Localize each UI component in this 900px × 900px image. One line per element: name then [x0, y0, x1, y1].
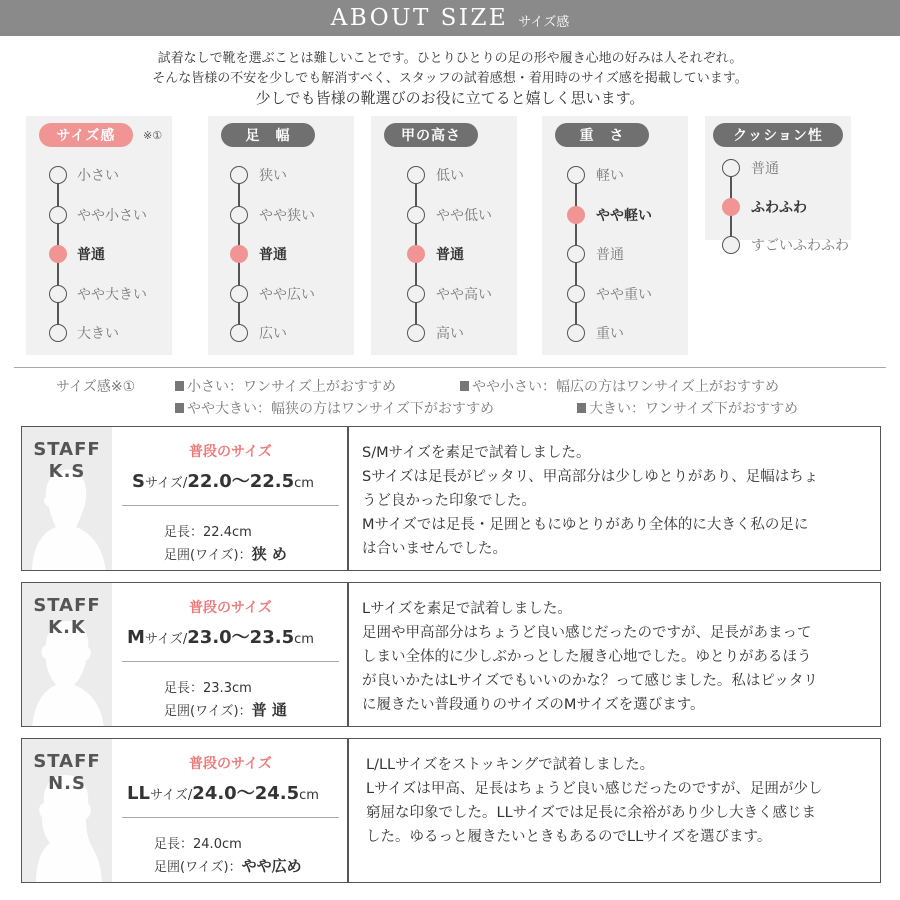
- legend-item: 小さい：ワンサイズ上がおすすめ: [175, 376, 396, 396]
- scale-dot: [567, 166, 585, 184]
- scale-option-label: 普通: [77, 247, 105, 263]
- comment-line: L/LLサイズをストッキングで試着しました。: [366, 757, 655, 773]
- scale-option-label: やや高い: [436, 286, 492, 303]
- staff-card-ns: [21, 738, 881, 883]
- scale-dot: [49, 285, 67, 303]
- usual-size-value: Mサイズ/23.0〜23.5cm: [127, 627, 314, 648]
- scale-option-label: 普通: [436, 247, 464, 263]
- staff-comment: [366, 753, 876, 849]
- scale-dot-selected: [49, 245, 67, 263]
- scale-option-label: ふわふわ: [751, 199, 807, 216]
- usual-size-divider: [122, 817, 339, 818]
- scale-dot: [230, 324, 248, 342]
- scale-dot: [230, 206, 248, 224]
- intro-line-3: 少しでも皆様の靴選びのお役に立てると嬉しく思います。: [255, 89, 645, 107]
- scale-option-label: 低い: [436, 168, 464, 184]
- scale-dot-selected: [230, 245, 248, 263]
- scale-dot: [722, 236, 740, 254]
- scale-dot: [49, 206, 67, 224]
- scale-panel-cushion: [705, 116, 851, 254]
- staff-portrait: [22, 427, 112, 570]
- scale-option-label: やや重い: [596, 286, 652, 303]
- scale-dot: [722, 159, 740, 177]
- scale-panel-instep-height: [371, 116, 517, 355]
- usual-size-label: 普段のサイズ: [189, 444, 272, 460]
- legend-item: 大きい：ワンサイズ下がおすすめ: [577, 398, 798, 418]
- scale-option-label: やや狭い: [259, 207, 315, 224]
- scale-option-label: やや小さい: [77, 207, 147, 224]
- comment-line: 窮屈な印象でした。LLサイズでは足長に余裕があり少し大きく感じま: [366, 805, 816, 821]
- scale-dot: [407, 285, 425, 303]
- scale-option-label: 普通: [596, 247, 624, 263]
- comment-line: Lサイズを素足で試着しました。: [362, 601, 572, 617]
- foot-width: 足囲(ワイズ)：やや広め: [154, 857, 302, 875]
- foot-length: 足長：23.3cm: [164, 681, 252, 696]
- comment-line: うど良かった印象でした。: [362, 493, 536, 509]
- staff-comment: [362, 441, 872, 561]
- column-divider: [347, 739, 349, 882]
- page-title: ABOUT SIZE: [330, 5, 509, 31]
- usual-size-block: [114, 583, 347, 726]
- scale-dot: [407, 166, 425, 184]
- comment-line: が良いかたはLサイズでもいいのかな？って感じました。私はピッタリ: [362, 673, 818, 689]
- scale-dot: [567, 245, 585, 263]
- scale-option-label: 普通: [259, 247, 287, 263]
- scale-dot: [567, 324, 585, 342]
- staff-name: STAFF K.K: [33, 595, 101, 638]
- scale-dot: [49, 324, 67, 342]
- comment-line: しまい全体的に少しぶかっとした履き心地でした。ゆとりがあるほう: [362, 649, 812, 665]
- scale-dot: [230, 285, 248, 303]
- scale-option-label: すごいふわふわ: [751, 238, 849, 254]
- scale-option-label: 普通: [751, 161, 779, 177]
- scale-panel-foot-width: [208, 116, 354, 355]
- comment-line: は合いませんでした。: [362, 541, 507, 557]
- comment-line: 足囲や甲高部分はちょうど良い感じだったのですが、足長があまって: [362, 625, 812, 641]
- scale-option-label: やや低い: [436, 207, 492, 224]
- scale-dot-selected: [407, 245, 425, 263]
- comment-line: Mサイズでは足長・足囲ともにゆとりがあり全体的に大きく私の足に: [362, 517, 809, 533]
- scale-title: 足 幅: [221, 123, 315, 147]
- usual-size-value: Sサイズ/22.0〜22.5cm: [132, 471, 314, 492]
- staff-card-kk: [21, 582, 881, 727]
- usual-size-value: LLサイズ/24.0〜24.5cm: [127, 783, 319, 804]
- scale-dot: [230, 166, 248, 184]
- scale-option-label: 小さい: [77, 168, 119, 184]
- scale-option-label: 広い: [259, 326, 287, 342]
- column-divider: [347, 583, 349, 726]
- comment-line: に履きたい普段通りのサイズのMサイズを選びます。: [362, 697, 705, 713]
- legend-item: やや小さい：幅広の方はワンサイズ上がおすすめ: [460, 376, 779, 396]
- scale-option-label: 軽い: [596, 168, 624, 184]
- comment-line: Sサイズは足長がピッタリ、甲高部分は少しゆとりがあり、足幅はちょ: [362, 469, 819, 485]
- foot-length: 足長：24.0cm: [154, 837, 242, 852]
- usual-size-block: [114, 739, 347, 882]
- usual-size-block: [114, 427, 347, 570]
- usual-size-divider: [122, 661, 339, 662]
- scale-option-label: やや広い: [259, 286, 315, 303]
- scale-option-label: やや大きい: [77, 286, 147, 303]
- staff-portrait: [22, 583, 112, 726]
- scale-panel-size-feel: [26, 116, 172, 355]
- scale-title: クッション性: [713, 123, 843, 147]
- legend-label: サイズ感※①: [56, 379, 136, 395]
- legend-item: やや大きい：幅狭の方はワンサイズ下がおすすめ: [175, 398, 494, 418]
- scale-dot-selected: [567, 206, 585, 224]
- scale-option-label: 高い: [436, 326, 464, 342]
- staff-comment: [362, 597, 872, 717]
- scale-dot: [407, 206, 425, 224]
- scale-dot: [407, 324, 425, 342]
- scale-option-label: 重い: [596, 326, 624, 342]
- foot-width: 足囲(ワイズ)：狭 め: [164, 545, 287, 563]
- staff-portrait: [22, 739, 112, 882]
- intro-line-1: 試着なしで靴を選ぶことは難しいことです。ひとりひとりの足の形や履き心地の好みは人それぞれ。: [157, 51, 743, 66]
- scale-title: 重 さ: [555, 123, 649, 147]
- scale-note: ※①: [143, 129, 163, 142]
- scale-title: サイズ感: [39, 123, 133, 147]
- usual-size-label: 普段のサイズ: [189, 600, 272, 616]
- column-divider: [347, 427, 349, 570]
- scale-title: 甲の高さ: [384, 123, 478, 147]
- staff-name: STAFF K.S: [33, 439, 101, 482]
- scale-dot-selected: [722, 198, 740, 216]
- scale-panel-weight: [542, 116, 688, 355]
- scale-dot: [49, 166, 67, 184]
- intro-line-2: そんな皆様の不安を少しでも解消すべく、スタッフの試着感想・着用時のサイズ感を掲載しています。: [152, 71, 748, 86]
- foot-width: 足囲(ワイズ)：普 通: [164, 701, 287, 719]
- page-subtitle: サイズ感: [518, 14, 570, 30]
- comment-line: Lサイズは甲高、足長はちょうど良い感じだったのですが、足囲が少し: [366, 781, 823, 797]
- scale-option-label: 大きい: [77, 326, 119, 342]
- foot-length: 足長：22.4cm: [164, 525, 252, 540]
- staff-card-ks: [21, 426, 881, 571]
- usual-size-divider: [122, 505, 339, 506]
- scale-option-label: 狭い: [259, 168, 287, 184]
- scale-option-label: やや軽い: [596, 207, 652, 224]
- usual-size-label: 普段のサイズ: [189, 756, 272, 772]
- comment-line: S/Mサイズを素足で試着しました。: [362, 445, 591, 461]
- scale-dot: [567, 285, 585, 303]
- staff-name: STAFF N.S: [33, 751, 101, 794]
- legend-divider: [14, 367, 886, 368]
- header-bar: [0, 0, 900, 36]
- comment-line: した。ゆるっと履きたいときもあるのでLLサイズを選びます。: [366, 829, 772, 845]
